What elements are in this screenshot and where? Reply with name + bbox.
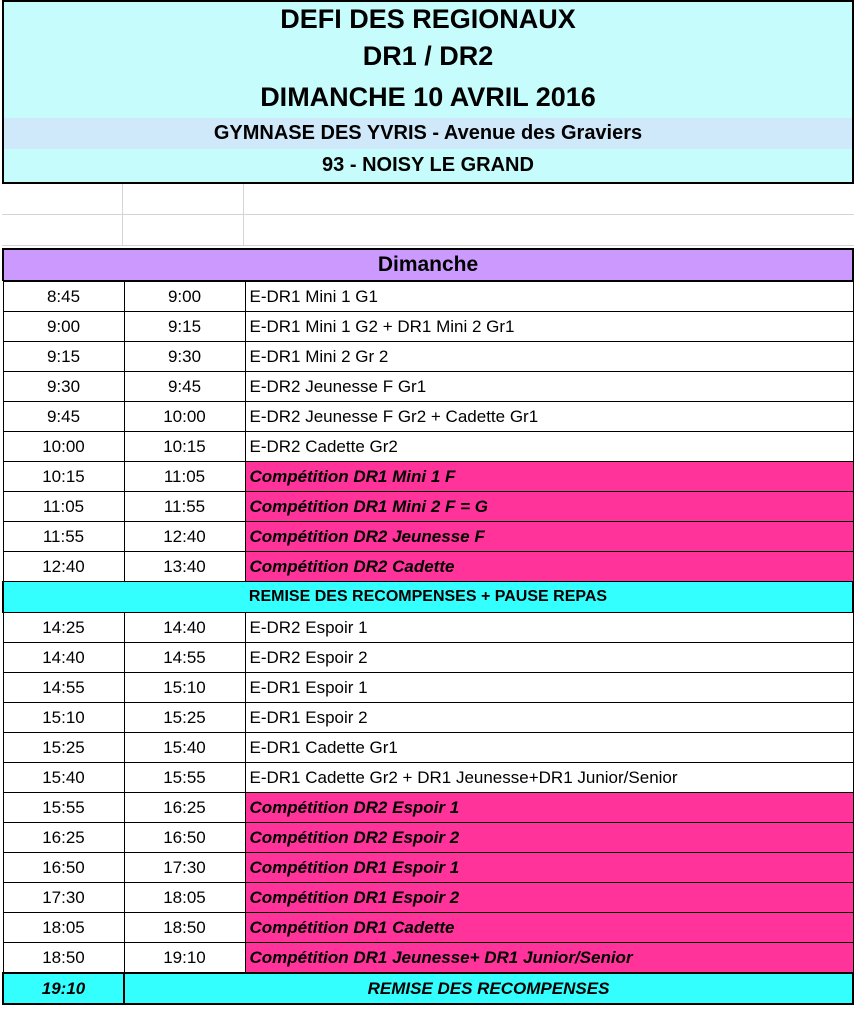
venue-line: GYMNASE DES YVRIS - Avenue des Graviers [2, 118, 854, 149]
end-time: 19:10 [124, 943, 245, 974]
morning-rows [3, 282, 853, 582]
start-time: 15:25 [3, 733, 124, 763]
schedule-row [3, 282, 853, 312]
city-line: 93 - NOISY LE GRAND [2, 149, 854, 184]
schedule-table [2, 281, 854, 1005]
start-time: 17:30 [3, 883, 124, 913]
event-levels: DR1 / DR2 [362, 41, 494, 71]
start-time: 12:40 [3, 552, 124, 582]
end-time: 9:45 [124, 372, 245, 402]
schedule-row [3, 643, 853, 673]
end-time: 14:55 [124, 643, 245, 673]
end-time: 12:40 [124, 522, 245, 552]
schedule-row [3, 763, 853, 793]
afternoon-rows [3, 613, 853, 974]
event-label: E-DR1 Mini 1 G2 + DR1 Mini 2 Gr1 [245, 312, 853, 342]
start-time: 15:40 [3, 763, 124, 793]
end-time: 9:00 [124, 282, 245, 312]
schedule-row [3, 853, 853, 883]
event-label: Compétition DR1 Espoir 2 [245, 883, 853, 913]
start-time: 16:50 [3, 853, 124, 883]
end-time: 16:25 [124, 793, 245, 823]
start-time: 9:30 [3, 372, 124, 402]
end-time: 10:00 [124, 402, 245, 432]
final-time: 19:10 [3, 973, 124, 1004]
start-time: 18:05 [3, 913, 124, 943]
event-date: DIMANCHE 10 AVRIL 2016 [260, 82, 596, 112]
schedule-row [3, 793, 853, 823]
final-label: REMISE DES RECOMPENSES [124, 973, 853, 1004]
schedule-row [3, 823, 853, 853]
schedule-row [3, 462, 853, 492]
schedule-row [3, 552, 853, 582]
start-time: 18:50 [3, 943, 124, 974]
event-label: Compétition DR2 Espoir 1 [245, 793, 853, 823]
end-time: 18:50 [124, 913, 245, 943]
pause-label: REMISE DES RECOMPENSES + PAUSE REPAS [3, 582, 853, 613]
start-time: 10:00 [3, 432, 124, 462]
start-time: 10:15 [3, 462, 124, 492]
event-label: Compétition DR2 Jeunesse F [245, 522, 853, 552]
end-time: 9:30 [124, 342, 245, 372]
event-label: Compétition DR1 Mini 2 F = G [245, 492, 853, 522]
end-time: 15:55 [124, 763, 245, 793]
end-time: 11:55 [124, 492, 245, 522]
end-time: 10:15 [124, 432, 245, 462]
event-label: E-DR1 Mini 2 Gr 2 [245, 342, 853, 372]
schedule-row [3, 312, 853, 342]
schedule-row [3, 613, 853, 643]
start-time: 14:25 [3, 613, 124, 643]
schedule-row [3, 432, 853, 462]
start-time: 15:10 [3, 703, 124, 733]
schedule-row [3, 883, 853, 913]
blank-row [2, 215, 854, 246]
start-time: 14:40 [3, 643, 124, 673]
schedule-row [3, 673, 853, 703]
start-time: 15:55 [3, 793, 124, 823]
end-time: 9:15 [124, 312, 245, 342]
schedule-row [3, 913, 853, 943]
schedule-sheet [2, 0, 854, 1005]
end-time: 17:30 [124, 853, 245, 883]
event-label: E-DR1 Mini 1 G1 [245, 282, 853, 312]
event-label: Compétition DR1 Jeunesse+ DR1 Junior/Senior [245, 943, 853, 974]
event-label: E-DR1 Espoir 2 [245, 703, 853, 733]
end-time: 14:40 [124, 613, 245, 643]
blank-row [2, 184, 854, 215]
event-label: Compétition DR2 Cadette [245, 552, 853, 582]
end-time: 15:25 [124, 703, 245, 733]
schedule-row [3, 522, 853, 552]
final-row [3, 973, 853, 1004]
day-header: Dimanche [2, 248, 854, 281]
event-label: Compétition DR1 Espoir 1 [245, 853, 853, 883]
event-label: E-DR2 Espoir 2 [245, 643, 853, 673]
end-time: 11:05 [124, 462, 245, 492]
event-label: E-DR1 Cadette Gr2 + DR1 Jeunesse+DR1 Junior/Senior [245, 763, 853, 793]
schedule-row [3, 492, 853, 522]
end-time: 15:10 [124, 673, 245, 703]
pause-row [3, 582, 853, 613]
event-label: Compétition DR1 Mini 1 F [245, 462, 853, 492]
event-label: Compétition DR2 Espoir 2 [245, 823, 853, 853]
schedule-row [3, 703, 853, 733]
event-label: E-DR2 Cadette Gr2 [245, 432, 853, 462]
start-time: 9:00 [3, 312, 124, 342]
schedule-row [3, 372, 853, 402]
start-time: 9:15 [3, 342, 124, 372]
event-label: E-DR2 Jeunesse F Gr2 + Cadette Gr1 [245, 402, 853, 432]
start-time: 8:45 [3, 282, 124, 312]
start-time: 14:55 [3, 673, 124, 703]
schedule-row [3, 402, 853, 432]
schedule-row [3, 733, 853, 763]
end-time: 15:40 [124, 733, 245, 763]
schedule-row [3, 342, 853, 372]
event-label: Compétition DR1 Cadette [245, 913, 853, 943]
event-label: E-DR1 Espoir 1 [245, 673, 853, 703]
start-time: 16:25 [3, 823, 124, 853]
start-time: 11:55 [3, 522, 124, 552]
start-time: 11:05 [3, 492, 124, 522]
end-time: 16:50 [124, 823, 245, 853]
event-label: E-DR1 Cadette Gr1 [245, 733, 853, 763]
header-block [2, 0, 854, 118]
end-time: 18:05 [124, 883, 245, 913]
event-title: DEFI DES REGIONAUX [280, 4, 576, 34]
schedule-row [3, 943, 853, 974]
end-time: 13:40 [124, 552, 245, 582]
event-label: E-DR2 Espoir 1 [245, 613, 853, 643]
event-label: E-DR2 Jeunesse F Gr1 [245, 372, 853, 402]
start-time: 9:45 [3, 402, 124, 432]
